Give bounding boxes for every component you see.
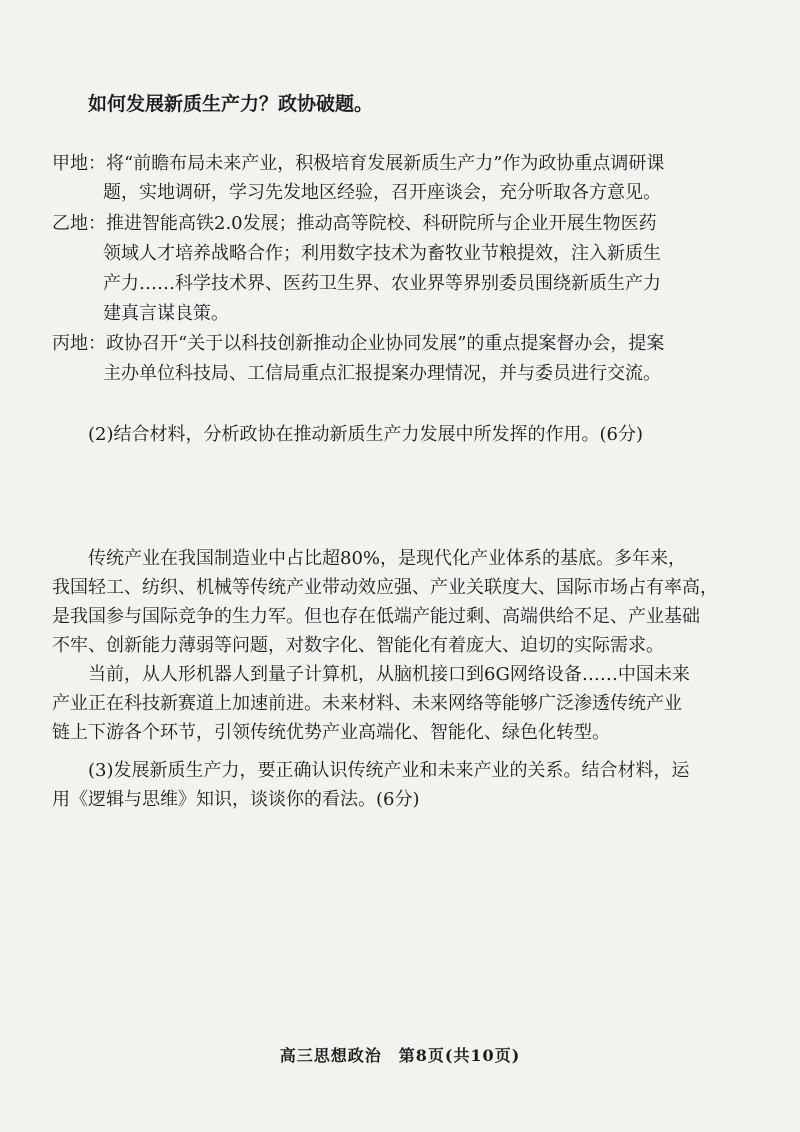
passage-p2-line-1: 当前，从人形机器人到量子计算机，从脑机接口到6G网络设备……中国未来 [88,664,690,685]
material-jia-line-2: 题，实地调研，学习先发地区经验，召开座谈会，充分听取各方意见。 [103,182,661,203]
passage-p2-line-3: 链上下游各个环节，引领传统优势产业高端化、智能化、绿色化转型。 [52,722,610,743]
passage-p1-line-2: 我国轻工、纺织、机械等传统产业带动效应强、产业关联度大、国际市场占有率高， [52,577,718,598]
passage-p2-line-2: 产业正在科技新赛道上加速前进。未来材料、未来网络等能够广泛渗透传统产业 [52,693,682,714]
material-yi-line-3: 产力……科学技术界、医药卫生界、农业界等界别委员围绕新质生产力 [103,273,661,294]
question-3-line-1: (3)发展新质生产力，要正确认识传统产业和未来产业的关系。结合材料，运 [88,760,690,781]
material-yi-line-2: 领域人才培养战略合作；利用数字技术为畜牧业节粮提效，注入新质生 [103,243,661,264]
material-yi-line-4: 建真言谋良策。 [103,303,229,324]
material-bing-line-2: 主办单位科技局、工信局重点汇报提案办理情况，并与委员进行交流。 [103,363,661,384]
passage-p1-line-1: 传统产业在我国制造业中占比超80%，是现代化产业体系的基底。多年来， [88,548,687,569]
question-2: (2)结合材料，分析政协在推动新质生产力发展中所发挥的作用。(6分) [88,424,643,445]
material-bing-line-1: 丙地：政协召开“关于以科技创新推动企业协同发展”的重点提案督办会，提案 [52,333,665,354]
material-jia-line-1: 甲地：将“前瞻布局未来产业，积极培育发展新质生产力”作为政协重点调研课 [52,153,665,174]
question-3-line-2: 用《逻辑与思维》知识，谈谈你的看法。(6分) [52,789,420,810]
page-footer: 高三思想政治 第8页(共10页) [279,1046,521,1065]
material-title: 如何发展新质生产力？政协破题。 [88,93,374,115]
passage-p1-line-3: 是我国参与国际竞争的生力军。但也存在低端产能过剩、高端供给不足、产业基础 [52,606,700,627]
material-yi-line-1: 乙地：推进智能高铁2.0发展；推动高等院校、科研院所与企业开展生物医药 [52,213,657,234]
passage-p1-line-4: 不牢、创新能力薄弱等问题，对数字化、智能化有着庞大、迫切的实际需求。 [52,635,664,656]
